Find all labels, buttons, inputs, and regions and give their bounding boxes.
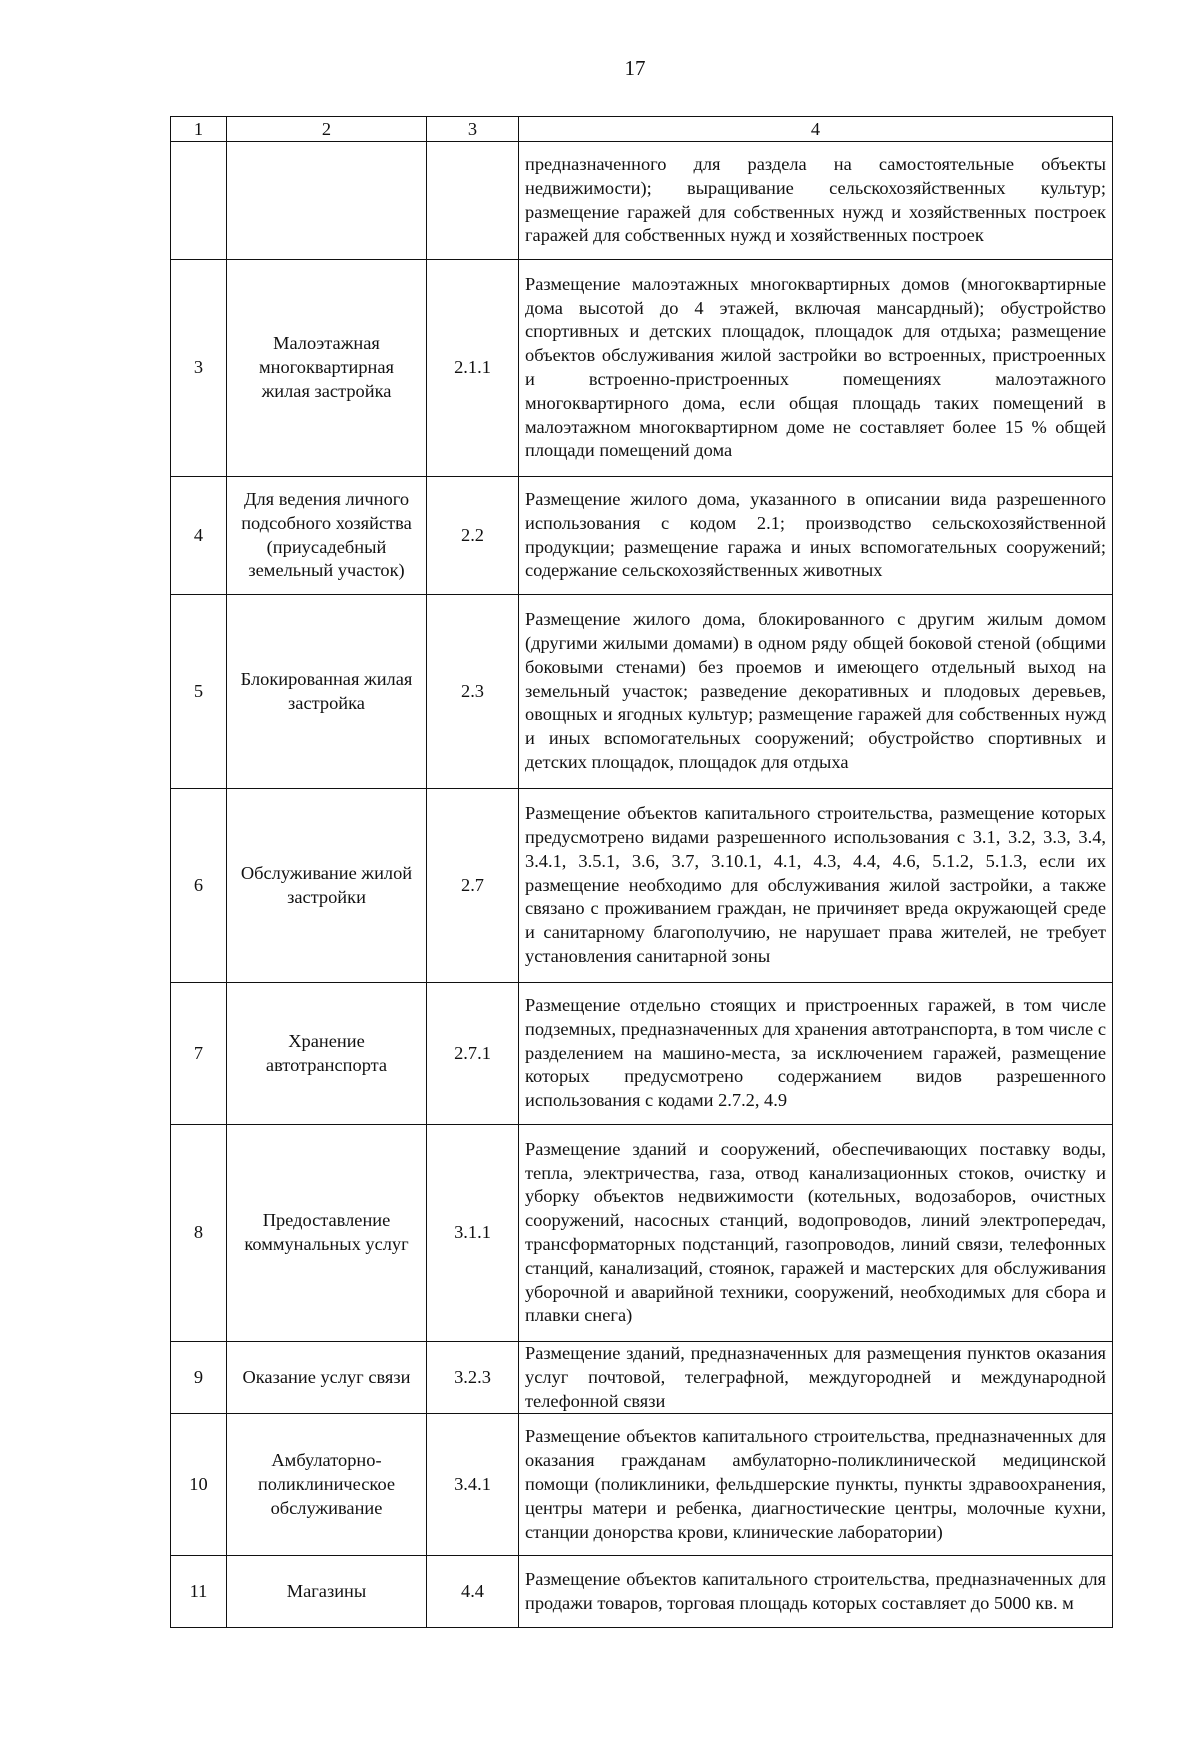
use-type-code [427, 142, 519, 260]
use-type-name: Магазины [227, 1556, 427, 1628]
use-type-code: 2.7.1 [427, 983, 519, 1125]
use-type-description: Размещение объектов капитального строительства, размещение которых предусмотрено видами разрешенного использования с 3.1, 3.2, 3.3, 3.4, 3.4.1, 3.5.1, 3.6, 3.7, 3.10.1, 4.1, 4.3, 4.4, 4.6, 5.1.2, 5.1.3, если их размещение необходимо для обслуживания жилой застройки, а также связано с проживанием граждан, не причиняет вреда окружающей среде и санитарному благополучию, не нарушает права жителей, не требует установления санитарной зоны [519, 789, 1113, 983]
use-type-code: 2.3 [427, 595, 519, 789]
use-type-name: Для ведения личного подсобного хозяйства (приусадебный земельный участок) [227, 477, 427, 595]
use-type-code: 3.1.1 [427, 1125, 519, 1342]
use-type-name: Обслуживание жилой застройки [227, 789, 427, 983]
table-row [171, 1556, 1113, 1628]
column-header-3: 3 [427, 117, 519, 142]
row-number: 8 [171, 1125, 227, 1342]
use-type-description: Размещение объектов капитального строительства, предназначенных для оказания гражданам амбулаторно-поликлинической медицинской помощи (поликлиники, фельдшерские пункты, пункты здравоохранения, центры матери и ребенка, диагностические центры, молочные кухни, станции донорства крови, клинические лаборатории) [519, 1414, 1113, 1556]
use-type-description: Размещение зданий, предназначенных для размещения пунктов оказания услуг почтовой, телеграфной, междугородней и международной телефонной связи [519, 1342, 1113, 1414]
use-type-description: Размещение жилого дома, указанного в описании вида разрешенного использования с кодом 2.1; производство сельскохозяйственной продукции; размещение гаража и иных вспомогательных сооружений; содержание сельскохозяйственных животных [519, 477, 1113, 595]
use-type-description: Размещение зданий и сооружений, обеспечивающих поставку воды, тепла, электричества, газа, отвод канализационных стоков, очистку и уборку объектов недвижимости (котельных, водозаборов, очистных сооружений, насосных станций, водопроводов, линий электропередач, трансформаторных подстанций, газопроводов, линий связи, телефонных станций, канализаций, стоянок, гаражей и мастерских для обслуживания уборочной и аварийной техники, сооружений, необходимых для сбора и плавки снега) [519, 1125, 1113, 1342]
use-type-description: Размещение малоэтажных многоквартирных домов (многоквартирные дома высотой до 4 этажей, включая мансардный); обустройство спортивных и детских площадок, площадок для отдыха; размещение объектов обслуживания жилой застройки во встроенных, пристроенных и встроенно-пристроенных помещениях малоэтажного многоквартирного дома, если общая площадь таких помещений в малоэтажном многоквартирном доме не составляет более 15 % общей площади помещений дома [519, 260, 1113, 477]
row-number: 3 [171, 260, 227, 477]
use-type-name: Предоставление коммунальных услуг [227, 1125, 427, 1342]
table-header-row [171, 117, 1113, 142]
row-number [171, 142, 227, 260]
row-number: 5 [171, 595, 227, 789]
use-type-name [227, 142, 427, 260]
use-type-name: Оказание услуг связи [227, 1342, 427, 1414]
use-type-name: Амбулаторно-поликлиническое обслуживание [227, 1414, 427, 1556]
page-number: 17 [624, 56, 646, 80]
table-row [171, 142, 1113, 260]
column-header-1: 1 [171, 117, 227, 142]
use-type-description: предназначенного для раздела на самостоятельные объекты недвижимости); выращивание сельскохозяйственных культур; размещение гаражей для собственных нужд и хозяйственных построек гаражей для собственных нужд и хозяйственных построек [519, 142, 1113, 260]
table-row [171, 983, 1113, 1125]
land-use-table [170, 116, 1113, 1628]
use-type-code: 3.2.3 [427, 1342, 519, 1414]
row-number: 4 [171, 477, 227, 595]
use-type-name: Блокированная жилая застройка [227, 595, 427, 789]
row-number: 6 [171, 789, 227, 983]
use-type-code: 3.4.1 [427, 1414, 519, 1556]
column-header-2: 2 [227, 117, 427, 142]
column-header-4: 4 [519, 117, 1113, 142]
table-row [171, 1414, 1113, 1556]
use-type-description: Размещение объектов капитального строительства, предназначенных для продажи товаров, торговая площадь которых составляет до 5000 кв. м [519, 1556, 1113, 1628]
table-row [171, 1342, 1113, 1414]
use-type-description: Размещение отдельно стоящих и пристроенных гаражей, в том числе подземных, предназначенных для хранения автотранспорта, в том числе с разделением на машино-места, за исключением гаражей, размещение которых предусмотрено содержанием видов разрешенного использования с кодами 2.7.2, 4.9 [519, 983, 1113, 1125]
use-type-name: Хранение автотранспорта [227, 983, 427, 1125]
table-row [171, 789, 1113, 983]
use-type-name: Малоэтажная многоквартирная жилая застройка [227, 260, 427, 477]
table-row [171, 1125, 1113, 1342]
use-type-description: Размещение жилого дома, блокированного с другим жилым домом (другими жилыми домами) в одном ряду общей боковой стеной (общими боковыми стенами) без проемов и имеющего отдельный выход на земельный участок; разведение декоративных и плодовых деревьев, овощных и ягодных культур; размещение гаражей для собственных нужд и иных вспомогательных сооружений; обустройство спортивных и детских площадок, площадок для отдыха [519, 595, 1113, 789]
use-type-code: 2.1.1 [427, 260, 519, 477]
row-number: 11 [171, 1556, 227, 1628]
use-type-code: 2.2 [427, 477, 519, 595]
row-number: 7 [171, 983, 227, 1125]
table-row [171, 260, 1113, 477]
table-row [171, 477, 1113, 595]
use-type-code: 2.7 [427, 789, 519, 983]
row-number: 10 [171, 1414, 227, 1556]
row-number: 9 [171, 1342, 227, 1414]
table-row [171, 595, 1113, 789]
use-type-code: 4.4 [427, 1556, 519, 1628]
